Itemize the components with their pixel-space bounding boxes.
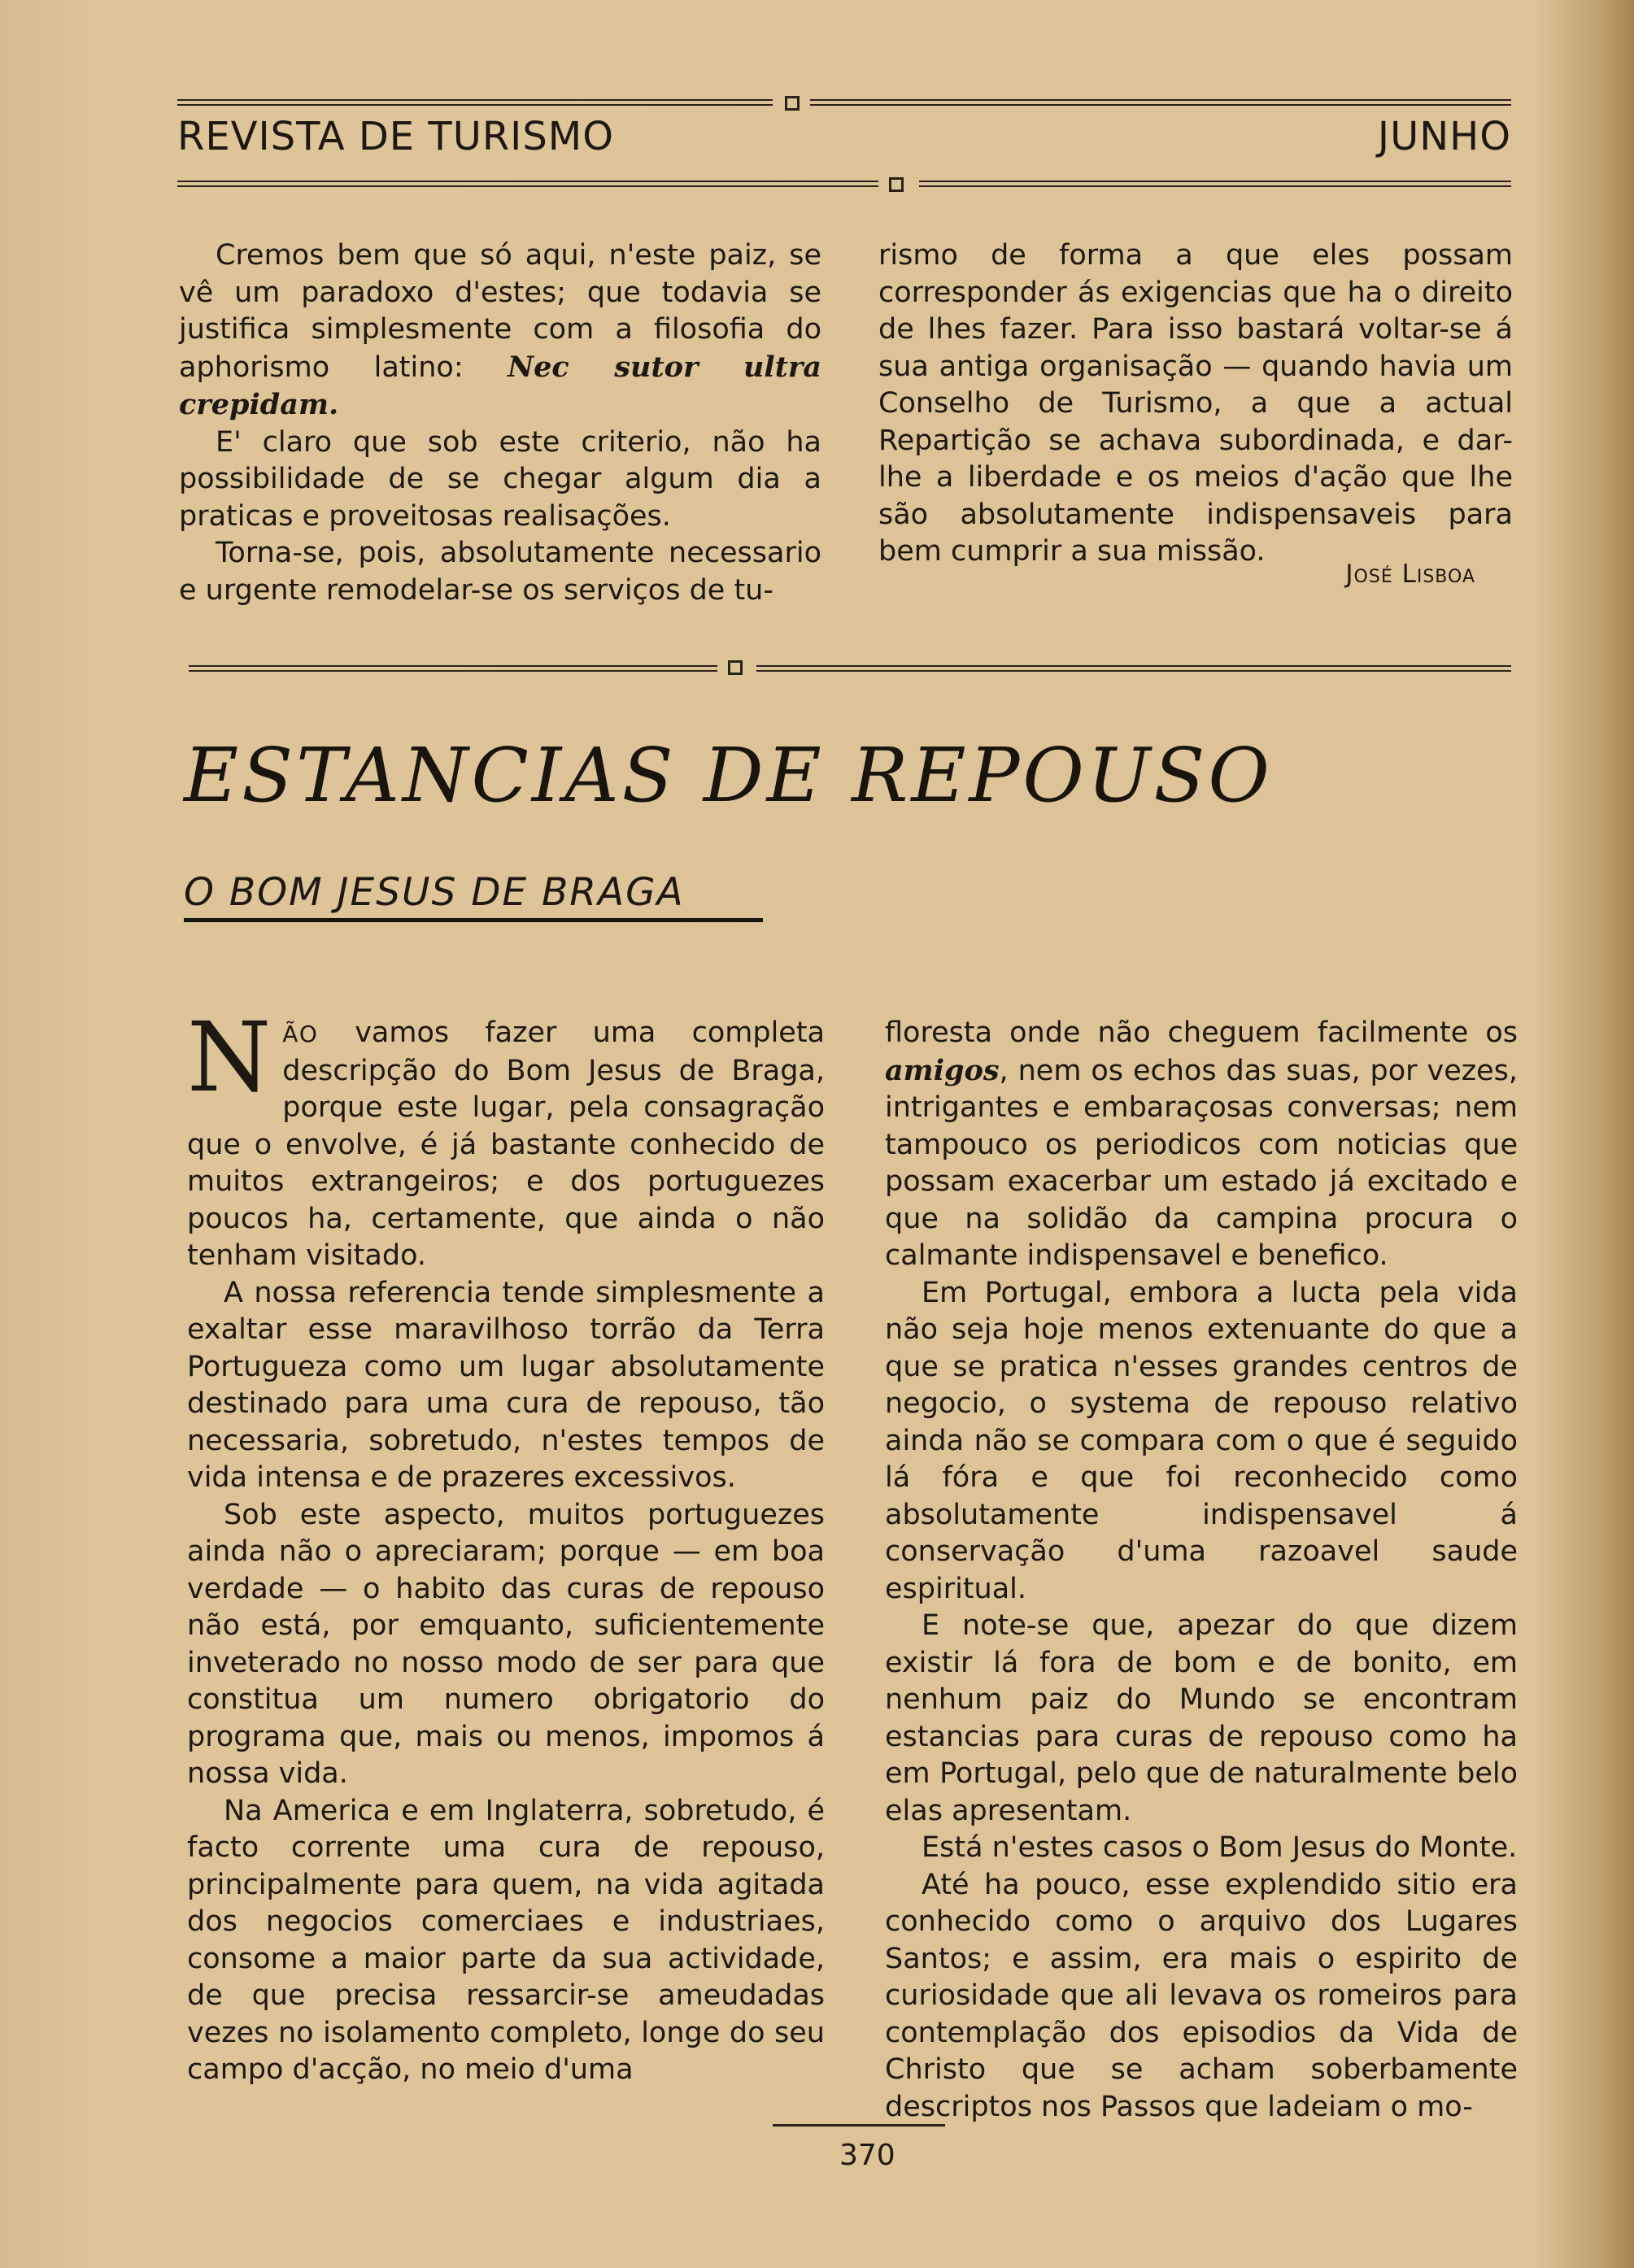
running-header <box>177 114 1511 163</box>
top-article-column-2 <box>878 237 1513 571</box>
ornament-square <box>785 96 800 111</box>
paragraph: E' claro que sob este criterio, não ha possibilidade de se chegar algum dia a praticas e proveitosas realisações. <box>179 425 821 533</box>
ornament-square <box>889 177 904 192</box>
paragraph: Na America e em Inglaterra, sobretudo, é facto corrente uma cura de repouso, principalmente para quem, na vida agitada dos negocios comerciaes e industriaes, consome a maior parte da sua actividade, de que precisa ressarcir-se ameudadas vezes no isolamento completo, longe do seu campo d'acção, no meio d'uma <box>187 1794 825 2086</box>
article-title: ESTANCIAS DE REPOUSO <box>184 732 1273 819</box>
article-subtitle: O BOM JESUS DE BRAGA <box>184 870 763 922</box>
paragraph: Torna-se, pois, absolutamente necessario e urgente remodelar-se os serviços de tu- <box>179 537 821 607</box>
paragraph: NÃO vamos fazer uma completa descripção do Bom Jesus de Braga, porque este lugar, pela consagração que o envolve, é já bastante conhecido de muitos extrangeiros; e dos portuguezes poucos ha, certamente, que ainda o não tenham visitado. <box>187 1001 825 1272</box>
header-bottom-rule-right <box>919 181 1511 187</box>
page-number: 370 <box>839 2139 895 2172</box>
drop-cap: N <box>187 1001 272 1113</box>
paragraph: rismo de forma a que eles possam corresponder ás exigencias que ha o direito de lhes fazer. Para isso bastará voltar-se á sua antiga organisação — quando havia um Conselho de Turismo, a que a actual Repartição se achava subordinada, e dar-lhe a liberdade e os meios d'ação que lhe são absolutamente indispensaveis para bem cumprir a sua missão. <box>878 239 1513 568</box>
paragraph: A nossa referencia tende simplesmente a exaltar esse maravilhoso torrão da Terra Portugueza como um lugar absolutamente destinado para uma cura de repouso, tão necessaria, sobretudo, n'estes tempos de vida intensa e de prazeres excessivos. <box>187 1276 825 1494</box>
top-article-column-1 <box>179 237 821 609</box>
header-top-rule-right <box>810 99 1511 106</box>
issue-month: JUNHO <box>1377 114 1511 159</box>
emphasis: amigos <box>885 1053 1000 1087</box>
paragraph: Cremos bem que só aqui, n'este paiz, se vê um paradoxo d'estes; que todavia se justifica simplesmente com a filosofia do aphorismo latino: Nec sutor ultra crepidam. <box>179 239 821 421</box>
header-top-rule-left <box>177 99 773 106</box>
magazine-name: REVISTA DE TURISMO <box>177 114 614 159</box>
section-rule-left <box>189 665 717 672</box>
paragraph: Até ha pouco, esse explendido sitio era conhecido como o arquivo dos Lugares Santos; e assim, era mais o espirito de curiosidade que ali levava os romeiros para contemplação dos episodios da Vida de Christo que se acham soberbamente descriptos nos Passos que ladeiam o mo- <box>885 1868 1518 2123</box>
article-column-2 <box>885 1015 1518 2126</box>
paragraph: Sob este aspecto, muitos portuguezes ainda não o apreciaram; porque — em boa verdade — o habito das curas de repouso não está, por emquanto, suficientemente inveterado no nosso modo de ser para que constitua um numero obrigatorio do programa que, mais ou menos, impomos á nossa vida. <box>187 1498 825 1790</box>
paragraph: E note-se que, apezar do que dizem existir lá fora de bom e de bonito, em nenhum paiz do Mundo se encontram estancias para curas de repouso como ha em Portugal, pelo que de naturalmente belo elas apresentam. <box>885 1609 1518 1827</box>
footer-rule <box>773 2124 945 2127</box>
header-bottom-rule-left <box>177 181 878 187</box>
paragraph: Em Portugal, embora a lucta pela vida não seja hoje menos extenuante do que a que se pratica n'esses grandes centros de negocio, o systema de repouso relativo ainda não se compara com o que é seguido lá fóra e que foi reconhecido como absolutamente indispensavel á conservação d'uma razoavel saude espiritual. <box>885 1276 1518 1605</box>
paragraph: floresta onde não cheguem facilmente os amigos, nem os echos das suas, por vezes, intrigantes e embaraçosas conversas; nem tampouco os periodicos com noticias que possam exacerbar um estado já excitado e que na solidão da campina procura o calmante indispensavel e benefico. <box>885 1016 1518 1272</box>
author-signature: José Lisboa <box>1345 559 1475 589</box>
section-rule-right <box>756 665 1511 672</box>
paragraph: Está n'estes casos o Bom Jesus do Monte. <box>922 1831 1518 1864</box>
latin-quote: Nec sutor ultra crepidam. <box>179 350 821 421</box>
ornament-square <box>728 660 743 675</box>
article-column-1 <box>187 1001 825 2089</box>
